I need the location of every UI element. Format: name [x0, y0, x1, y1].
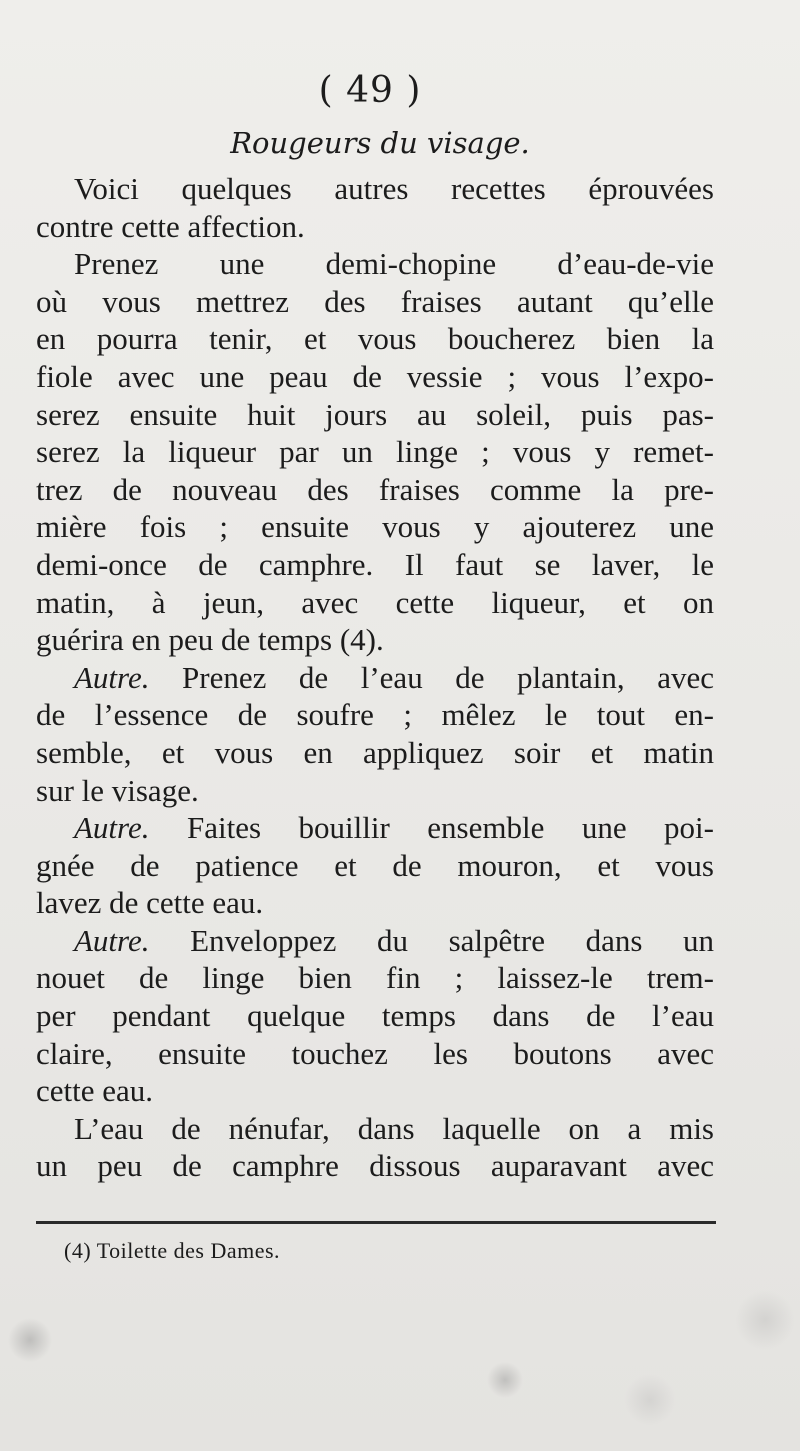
text-line: trez de nouveau des fraises comme la pre- — [36, 471, 714, 507]
text-line: lavez de cette eau. — [36, 885, 264, 921]
footnote-rule — [36, 1221, 716, 1224]
text-line-rest: Enveloppez du salpêtre dans un — [149, 922, 714, 958]
text-line: sur le visage. — [36, 772, 199, 808]
text-line: matin, à jeun, avec cette liqueur, et on — [36, 584, 714, 620]
text-line: claire, ensuite touchez les boutons avec — [36, 1035, 714, 1071]
text-line: Voici quelques autres recettes éprouvées — [74, 171, 714, 206]
text-line: contre cette affection. — [36, 208, 305, 244]
text-line: un peu de camphre dissous auparavant avec — [36, 1148, 714, 1184]
text-line: en pourra tenir, et vous boucherez bien la — [36, 321, 714, 357]
text-line: per pendant quelque temps dans de l’eau — [36, 998, 714, 1034]
text-line — [36, 809, 714, 847]
page-number: ( 49 ) — [318, 70, 422, 111]
text-line-rest: Prenez de l’eau de plantain, avec — [149, 659, 714, 695]
paragraph-lead: Autre. — [74, 810, 150, 846]
paragraph-lead: Autre. — [74, 659, 150, 695]
section-title: Rougeurs du visage. — [230, 126, 530, 160]
text-line: Prenez une demi-chopine d’eau-de-vie — [74, 246, 714, 282]
text-line: fiole avec une peau de vessie ; vous l’expo- — [36, 358, 714, 394]
body-text — [36, 170, 714, 1185]
text-line — [36, 922, 714, 960]
text-line: L’eau de nénufar, dans laquelle on a mis — [74, 1110, 714, 1146]
text-line: mière fois ; ensuite vous y ajouterez une — [36, 509, 714, 545]
text-line: serez la liqueur par un linge ; vous y remet- — [36, 434, 714, 470]
text-line: demi-once de camphre. Il faut se laver, le — [36, 546, 714, 582]
text-line: de l’essence de soufre ; mêlez le tout en- — [36, 697, 714, 733]
text-line: nouet de linge bien fin ; laissez-le trem- — [36, 960, 714, 996]
footnote: (4) Toilette des Dames. — [64, 1238, 281, 1263]
text-line: serez ensuite huit jours au soleil, puis pas- — [36, 396, 714, 432]
text-line: où vous mettrez des fraises autant qu’elle — [36, 283, 714, 319]
text-line: gnée de patience et de mouron, et vous — [36, 847, 714, 883]
text-line — [36, 659, 714, 697]
text-line-rest: Faites bouillir ensemble une poi- — [149, 810, 714, 846]
text-line: semble, et vous en appliquez soir et matin — [36, 734, 714, 770]
text-line: cette eau. — [36, 1073, 154, 1109]
text-line: guérira en peu de temps (4). — [36, 622, 384, 658]
paragraph-lead: Autre. — [74, 922, 150, 958]
